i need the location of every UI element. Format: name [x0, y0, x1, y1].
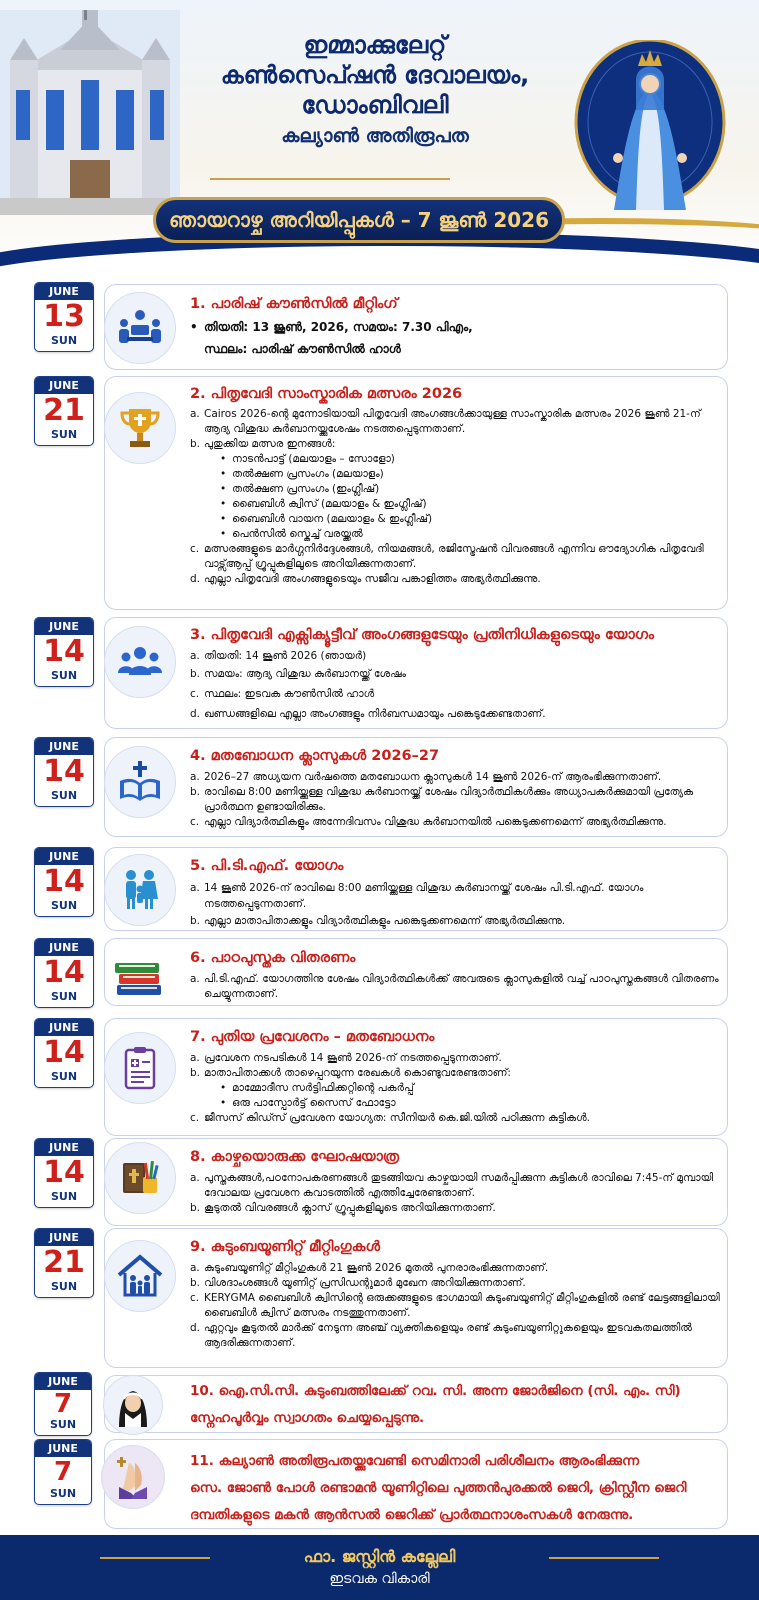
date-month: JUNE: [35, 939, 93, 956]
announcement-title-line3: ദമ്പതികളുടെ മകൻ ആൻസൽ ജെറിക്ക് പ്രാർത്ഥനാശംസകൾ നേരുന്നു.: [190, 1507, 634, 1523]
date-day: 14: [43, 955, 85, 990]
announcement-content: [190, 746, 722, 830]
family-home-icon: [104, 1240, 176, 1312]
announcement-line: c. KERYGMA ബൈബിൾ ക്വിസിന്റെ ഒരുക്കങ്ങളുടെ ഭാഗമായി കുടുംബയൂണിറ്റ് മീറ്റിംഗുകളിൽ രണ്ട് ലേട്ടങ്ങളിലായി ബൈബിൾ ക്വിസ് മത്സരം നടത്തുന്നതാണ്.: [190, 1292, 720, 1319]
announcement-content: [190, 1237, 722, 1351]
bullet-item: • പെൻസിൽ സ്കെച്ച് വരയ്ക്കൽ: [220, 528, 363, 540]
date-weekday: SUN: [50, 789, 78, 802]
footer: [0, 1535, 759, 1600]
date-badge: [34, 617, 94, 687]
date-badge: [34, 938, 94, 1008]
announcement-content: [190, 1378, 722, 1432]
date-day: 14: [43, 1035, 85, 1070]
trophy-icon: [104, 392, 176, 464]
announcement-line: b. പുതുക്കിയ മത്സര ഇനങ്ങൾ:: [190, 438, 336, 450]
announcement-title: 9. കുടുംബയൂണിറ്റ് മീറ്റിംഗുകൾ: [190, 1239, 381, 1255]
date-day: 21: [43, 1245, 85, 1280]
announcement-line: a. 2026–27 അധ്യയന വർഷത്തെ മതബോധന ക്ലാസുകൾ 14 ജൂൺ 2026-ന് ആരംഭിക്കുന്നതാണ്.: [190, 771, 662, 783]
date-month: JUNE: [35, 618, 93, 635]
date-day: 14: [43, 1155, 85, 1190]
announcement-line: c. ജീസസ് കിഡ്സ് പ്രവേശന യോഗ്യത: സീനിയർ കെ.ജി.യിൽ പഠിക്കുന്ന കുട്ടികൾ.: [190, 1112, 591, 1124]
footer-divider-right: [549, 1557, 659, 1559]
date-weekday: SUN: [49, 1487, 77, 1500]
date-month: JUNE: [35, 1229, 93, 1246]
bullet-item: • നാടൻപാട്ട് (മലയാളം – സോളോ): [220, 453, 395, 465]
date-weekday: SUN: [50, 1280, 78, 1293]
announcement-content: [190, 384, 722, 587]
bullet-item: • ബൈബിൾ വായന (മലയാളം & ഇംഗ്ലീഷ്): [220, 513, 433, 525]
announcement-line: a. പി.ടി.എഫ്. യോഗത്തിനു ശേഷം വിദ്യാർത്ഥികൾക്ക് അവരുടെ ക്ലാസുകളിൽ വച്ച് പാഠപുസ്തകങ്ങൾ വിതരണം ചെയ്യുന്നതാണ്.: [190, 973, 719, 1000]
announcement-line: സ്ഥലം: പാരിഷ് കൗൺസിൽ ഹാൾ: [204, 342, 401, 356]
announcement-line: b. എല്ലാ മാതാപിതാക്കളും വിദ്യാർത്ഥികളും പങ്കെടുക്കണമെന്ന് അഭ്യർത്ഥിക്കുന്നു.: [190, 915, 566, 927]
announcement-line: d. ഖണ്ഡങ്ങളിലെ എല്ലാ അംഗങ്ങളും നിർബന്ധമായും പങ്കെടുക്കേണ്ടതാണ്.: [190, 708, 546, 720]
announcement-title-line2: സെ. ജോൺ പോൾ രണ്ടാമൻ യൂണിറ്റിലെ പുത്തൻപുരക്കൽ ജെറി, ക്രിസ്റ്റീന ജെറി: [190, 1480, 687, 1496]
announcement-line: a. കുടുംബയൂണിറ്റ് മീറ്റിംഗുകൾ 21 ജൂൺ 2026 മുതൽ പുനരാരംഭിക്കുന്നതാണ്.: [190, 1262, 549, 1274]
books-icon: [104, 940, 174, 1010]
date-month: JUNE: [35, 1440, 91, 1457]
announcement-content: [190, 294, 722, 360]
nun-icon: [103, 1375, 163, 1435]
bullet-item: • തൽക്ഷണ പ്രസംഗം (മലയാളം): [220, 468, 384, 480]
announcement-line: a. 14 ജൂൺ 2026-ന് രാവിലെ 8:00 മണിയ്ക്കുള്ള വിശുദ്ധ കുർബാനയ്ക്ക് ശേഷം പി.ടി.എഫ്. യോഗം നടത്തപ്പെടുന്നതാണ്.: [190, 882, 644, 910]
bullet-item: • ഒരു പാസ്പോർട്ട് സൈസ് ഫോട്ടോ: [220, 1097, 396, 1109]
bible-pencils-icon: [104, 1142, 176, 1214]
announcement-line: a. പുസ്തകങ്ങൾ,പഠനോപകരണങ്ങൾ തുടങ്ങിയവ കാഴ്ചയായി സമർപ്പിക്കുന്ന കുട്ടികൾ രാവിലെ 7:45-ന് മുമ്പായി ദേവാലയ പ്രവേശന കവാടത്തിൽ എത്തിച്ചേരേണ്ടതാണ്.: [190, 1172, 714, 1199]
council-meeting-icon: [104, 292, 176, 364]
church-title: [190, 30, 560, 150]
title-line1: ഇമ്മാക്കുലേറ്റ്: [303, 31, 447, 59]
announcement-line: a. പ്രവേശന നടപടികൾ 14 ജൂൺ 2026-ന് നടത്തപ്പെടുന്നതാണ്.: [190, 1052, 502, 1064]
signature-name: ഫാ. ജസ്റ്റിൻ കല്ലേലി: [303, 1547, 456, 1566]
announcement-line: b. കൂടുതൽ വിവരങ്ങൾ ക്ലാസ് ഗ്രൂപ്പുകളിലൂടെ അറിയിക്കുന്നതാണ്.: [190, 1202, 496, 1214]
title-divider: [210, 178, 450, 180]
bible-icon: [104, 746, 176, 818]
date-weekday: SUN: [50, 428, 78, 441]
date-day: 7: [53, 1389, 73, 1419]
bullet-item: • ബൈബിൾ ക്വിസ് (മലയാളം & ഇംഗ്ലീഷ്): [220, 498, 427, 510]
announcement-title: 5. പി.ടി.എഫ്. യോഗം: [190, 858, 344, 874]
date-badge: [34, 282, 94, 352]
date-weekday: SUN: [50, 990, 78, 1003]
announcement-title: 6. പാഠപുസ്തക വിതരണം: [190, 950, 356, 966]
date-day: 14: [43, 634, 85, 669]
footer-divider-left: [100, 1557, 210, 1559]
date-weekday: SUN: [50, 334, 78, 347]
announcement-content: [190, 1448, 722, 1529]
date-month: JUNE: [35, 1373, 91, 1390]
announcement-line: c. സ്ഥലം: ഇടവക കൗൺസിൽ ഹാൾ: [190, 688, 375, 700]
clipboard-icon: [104, 1032, 176, 1104]
date-weekday: SUN: [50, 1190, 78, 1203]
date-badge: [34, 1372, 92, 1436]
announcement-title: 4. മതബോധന ക്ലാസുകൾ 2026–27: [190, 748, 440, 764]
announcement-content: [190, 1147, 722, 1216]
announcement-line: b. മാതാപിതാക്കൾ താഴെപ്പറയുന്ന രേഖകൾ കൊണ്ടുവരേണ്ടതാണ്:: [190, 1067, 511, 1079]
announcement-line: c. മത്സരങ്ങളുടെ മാർഗ്ഗനിർദ്ദേശങ്ങൾ, നിയമങ്ങൾ, രജിസ്ട്രേഷൻ വിവരങ്ങൾ എന്നിവ ഔദ്യോഗിക പിതൃവേദി വാട്സ്ആപ്പ് ഗ്രൂപ്പുകളിലൂടെ അറിയിക്കുന്നതാണ്.: [190, 543, 704, 570]
date-weekday: SUN: [50, 899, 78, 912]
announcement-title: 3. പിതൃവേദി എക്സിക്യൂട്ടീവ് അംഗങ്ങളുടേയും പ്രതിനിധികളുടെയും യോഗം: [190, 627, 655, 643]
announcement-line: b. സമയം: ആദ്യ വിശുദ്ധ കുർബാനയ്ക്ക് ശേഷം: [190, 668, 407, 680]
date-month: JUNE: [35, 283, 93, 300]
announcement-title: 2. പിതൃവേദി സാംസ്കാരിക മത്സരം 2026: [190, 386, 463, 402]
announcement-line: a. Cairos 2026-ന്റെ മുന്നോടിയായി പിതൃവേദി അംഗങ്ങൾക്കായുള്ള സാംസ്കാരിക മത്സരം 2026 ജൂൺ 21-ന് ആദ്യ വിശുദ്ധ കുർബാനയ്ക്കുശേഷം നടത്തപ്പെടുന്നതാണ്.: [190, 408, 701, 435]
date-month: JUNE: [35, 1019, 93, 1036]
announcement-title: 11. കല്യാൺ അതിരൂപതയ്ക്കുവേണ്ടി സെമിനാരി പരിശീലനം ആരംഭിക്കുന്ന: [190, 1453, 639, 1469]
announcement-content: [190, 1027, 722, 1126]
announcement-content: [190, 625, 722, 724]
mary-image: [574, 40, 726, 212]
bullet-item: • തൽക്ഷണ പ്രസംഗം (ഇംഗ്ലീഷ്): [220, 483, 380, 495]
date-day: 7: [53, 1457, 73, 1487]
date-badge: [34, 737, 94, 807]
date-month: JUNE: [35, 377, 93, 394]
announcement-line: b. വിശദാംശങ്ങൾ യൂണിറ്റ് പ്രസിഡന്റുമാർ മുഖേന അറിയിക്കുന്നതാണ്.: [190, 1277, 526, 1289]
date-month: JUNE: [35, 738, 93, 755]
date-month: JUNE: [35, 848, 93, 865]
title-line2: കൺസെപ്ഷൻ ദേവാലയം,: [220, 61, 530, 89]
announcement-title: 7. പുതിയ പ്രവേശനം – മതബോധനം: [190, 1029, 435, 1045]
announcement-line: b. രാവിലെ 8:00 മണിയ്ക്കുള്ള വിശുദ്ധ കുർബാനയ്ക്ക് ശേഷം വിദ്യാർത്ഥികൾക്കും അധ്യാപകർക്കുമായി പ്രത്യേക പ്രാർത്ഥന ഉണ്ടായിരിക്കും.: [190, 786, 694, 813]
announcement-line: d. ഏറ്റവും കൂടുതൽ മാർക്ക് നേടുന്ന അഞ്ച് വ്യക്തികളെയും രണ്ട് കുടുംബയൂണിറ്റുകളെയും ഇടവകതലത്തിൽ ആദരിക്കുന്നതാണ്.: [190, 1322, 692, 1349]
announcement-title: 10. ഐ.സി.സി. കുടുംബത്തിലേക്ക് റവ. സി. അന്ന ജോർജിനെ (സി. എം. സി): [190, 1383, 681, 1399]
announcement-banner: ഞായറാഴ്ച അറിയിപ്പുകൾ – 7 ജൂൺ 2026: [153, 197, 565, 243]
announcement-title: 8. കാഴ്ചയൊരുക്ക ഘോഷയാത്ര: [190, 1149, 399, 1165]
announcement-line: a. തിയതി: 14 ജൂൺ 2026 (ഞായർ): [190, 650, 367, 662]
announcement-content: [190, 856, 722, 930]
header: [0, 0, 759, 280]
title-line3: ഡോംബിവലി: [301, 91, 449, 119]
bullet-item: • മാമ്മോദീസ സർട്ടിഫിക്കറ്റിന്റെ പകർപ്പ്: [220, 1082, 414, 1094]
date-month: JUNE: [35, 1139, 93, 1156]
date-weekday: SUN: [50, 669, 78, 682]
date-badge: [34, 376, 94, 446]
date-day: 14: [43, 864, 85, 899]
title-line4: കല്യാൺ അതിരൂപത: [281, 125, 469, 147]
date-badge: [34, 1018, 94, 1088]
date-day: 21: [43, 393, 85, 428]
date-badge: [34, 1228, 94, 1298]
signature-title: ഇടവക വികാരി: [329, 1571, 430, 1587]
church-image: [0, 10, 180, 215]
announcement-title: 1. പാരിഷ് കൗൺസിൽ മീറ്റിംഗ്: [190, 296, 398, 312]
date-day: 13: [43, 299, 85, 334]
announcement-content: [190, 948, 722, 1002]
date-day: 14: [43, 754, 85, 789]
announcement-title-line2: സ്നേഹപൂർവ്വം സ്വാഗതം ചെയ്യപ്പെടുന്നു.: [190, 1410, 425, 1426]
date-weekday: SUN: [50, 1070, 78, 1083]
date-badge: [34, 1138, 94, 1208]
announcement-line: • തിയതി: 13 ജൂൺ, 2026, സമയം: 7.30 പിഎം,: [190, 320, 473, 334]
announcement-line: c. എല്ലാ വിദ്യാർത്ഥികളും അന്നേദിവസം വിശുദ്ധ കുർബാനയിൽ പങ്കെടുക്കണമെന്ന് അഭ്യർത്ഥിക്കുന്നു.: [190, 816, 667, 828]
date-badge: [34, 1439, 92, 1505]
family-icon: [104, 854, 176, 926]
announcement-line: d. എല്ലാ പിതൃവേദി അംഗങ്ങളുടെയും സജീവ പങ്കാളിത്തം അഭ്യർത്ഥിക്കുന്നു.: [190, 573, 541, 585]
group-people-icon: [104, 626, 176, 698]
date-weekday: SUN: [49, 1418, 77, 1431]
date-badge: [34, 847, 94, 917]
praying-hands-icon: [101, 1445, 165, 1509]
